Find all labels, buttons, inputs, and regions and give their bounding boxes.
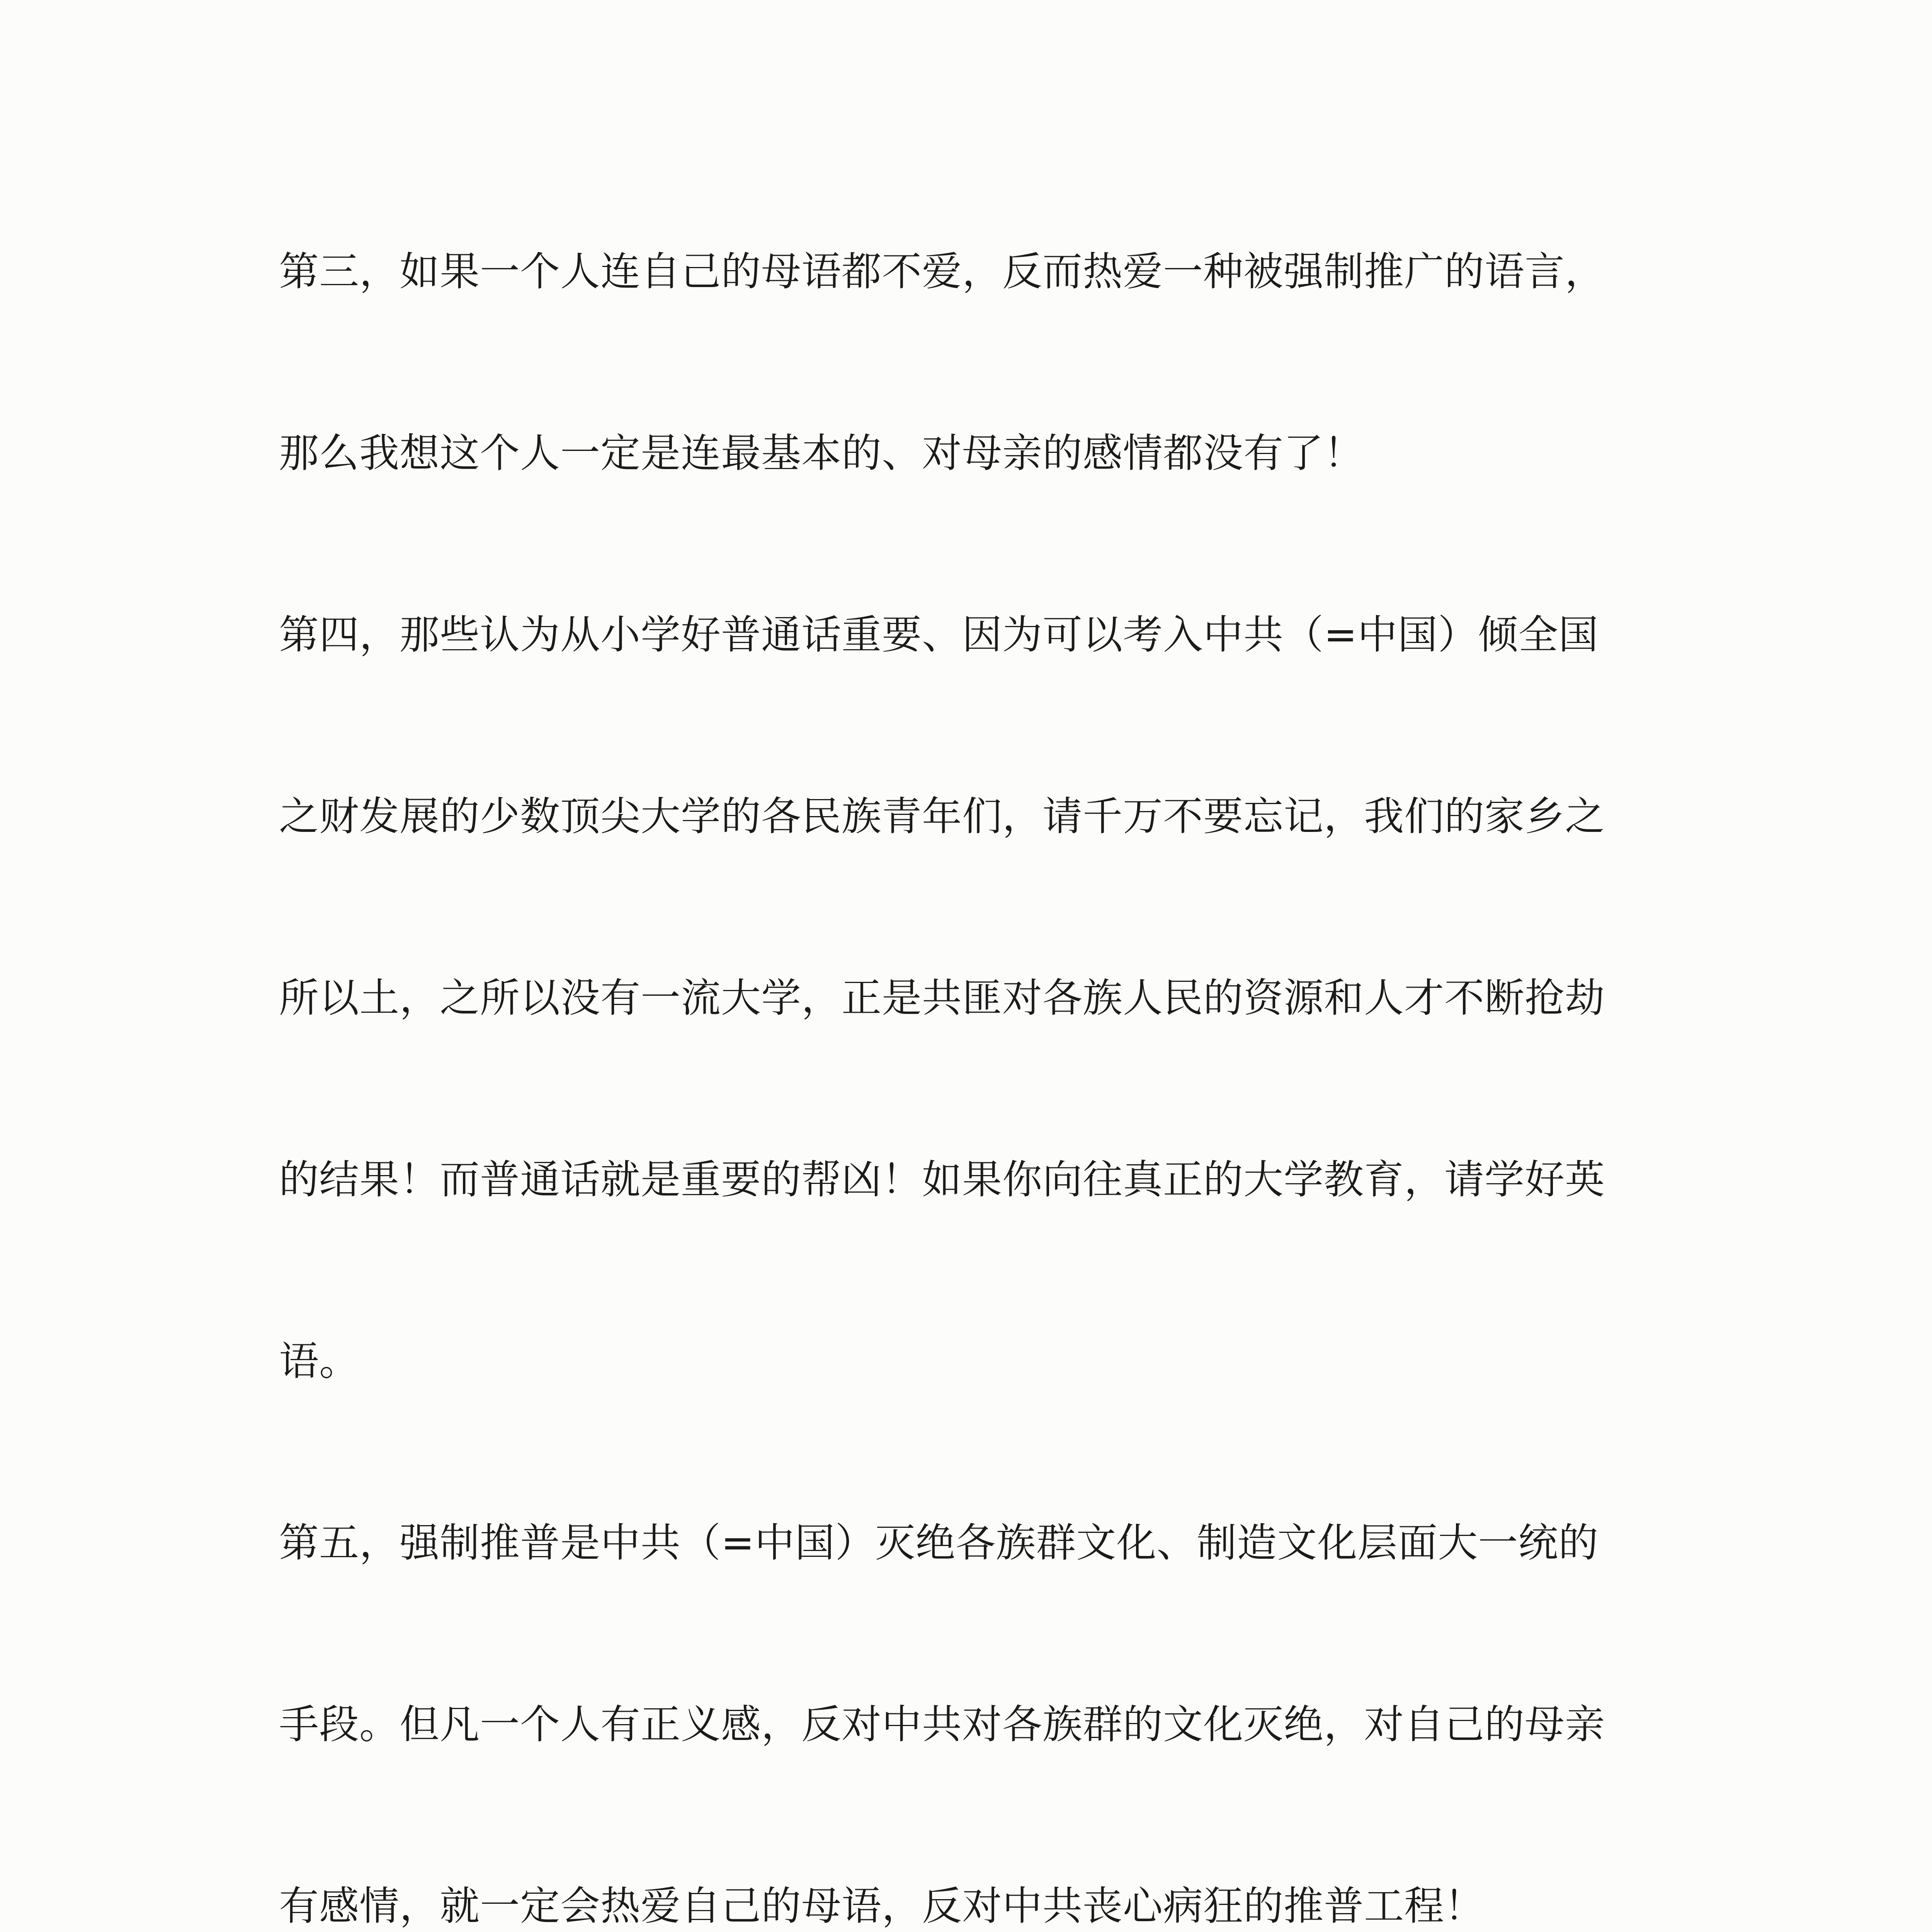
text-line: 之财发展的少数顶尖大学的各民族青年们，请千万不要忘记，我们的家乡之: [279, 793, 1605, 840]
text-line: 的结果！而普通话就是重要的帮凶！如果你向往真正的大学教育，请学好英: [279, 1156, 1605, 1203]
text-line: 第三，如果一个人连自己的母语都不爱，反而热爱一种被强制推广的语言，: [279, 248, 1605, 295]
text-line: 第四，那些认为从小学好普通话重要、因为可以考入中共（=中国）倾全国: [279, 612, 1599, 658]
text-line: 第五，强制推普是中共（=中国）灭绝各族群文化、制造文化层面大一统的: [279, 1520, 1599, 1566]
text-line: 所以土，之所以没有一流大学，正是共匪对各族人民的资源和人才不断抢劫: [279, 975, 1605, 1021]
text-line: 有感情，就一定会热爱自己的母语，反对中共丧心病狂的推普工程！: [279, 1883, 1485, 1929]
text-line: 语。: [279, 1338, 359, 1384]
text-line: 手段。但凡一个人有正义感，反对中共对各族群的文化灭绝，对自己的母亲: [279, 1701, 1605, 1748]
text-line: 那么我想这个人一定是连最基本的、对母亲的感情都没有了！: [279, 430, 1364, 476]
